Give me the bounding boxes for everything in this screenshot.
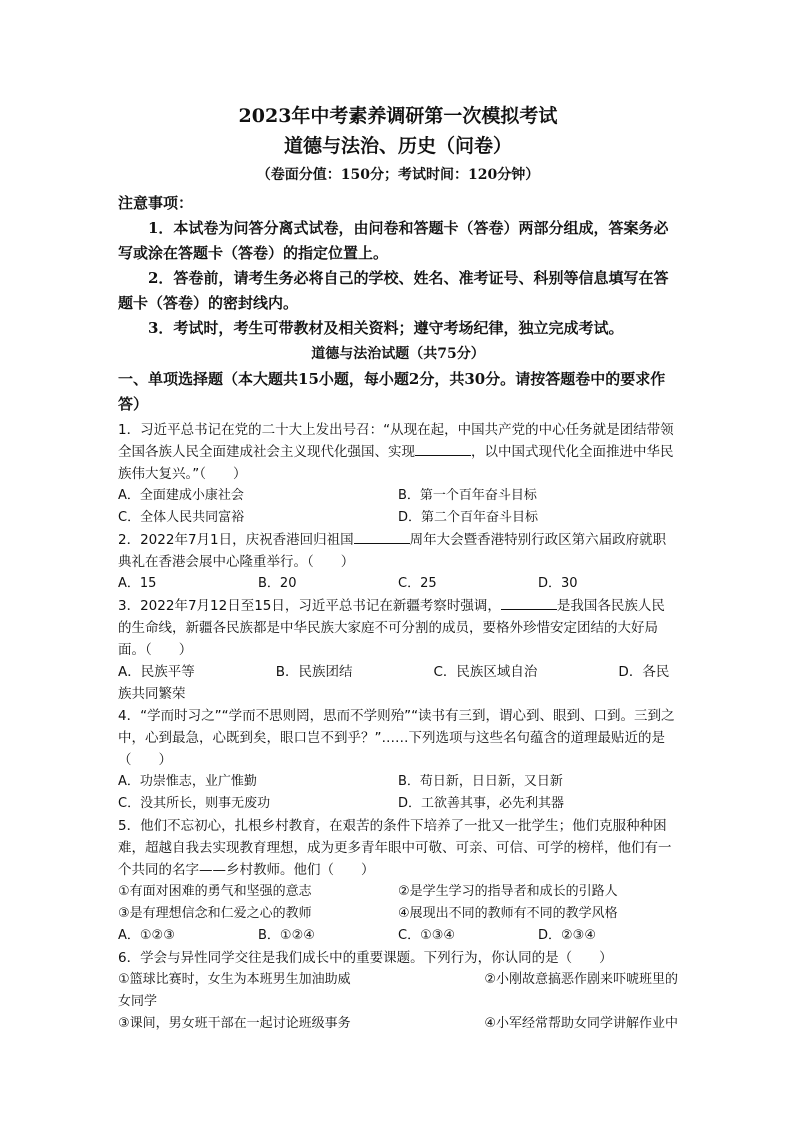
question-2-blank xyxy=(354,529,410,544)
question-1 xyxy=(118,419,678,485)
question-4-options-row-2 xyxy=(118,793,678,815)
option-b: B．第一个百年奋斗目标 xyxy=(398,488,537,503)
question-1-blank xyxy=(415,441,471,456)
note-2: 2．答卷前，请考生务必将自己的学校、姓名、准考证号、科别等信息填写在答题卡（答卷）的密封线内。 xyxy=(118,269,669,312)
statement-4: ④展现出不同的教师有不同的教学风格 xyxy=(398,906,618,921)
option-c: C．25 xyxy=(398,576,437,591)
option-d: D．30 xyxy=(538,576,578,591)
question-3-stem-b: 是我国各民族人民的生命线，新疆各民族都是中华民族大家庭不可分割的成员，要格外珍惜安定团结的大好局面。（ ） xyxy=(118,598,665,658)
question-5-options xyxy=(118,925,678,947)
question-3 xyxy=(118,595,678,661)
statement-3: ③是有理想信念和仁爱之心的教师 xyxy=(118,906,312,921)
part-heading: 一、单项选择题（本大题共15小题，每小题2分，共30分。请按答题卷中的要求作答） xyxy=(118,370,666,413)
exam-title: 2023年中考素养调研第一次模拟考试 xyxy=(238,105,558,127)
exam-page xyxy=(118,96,678,1035)
question-1-options-row-1 xyxy=(118,485,678,507)
question-1-stem-a: 1．习近平总书记在党的二十大上发出号召：“从现在起，中国共产党的中心任务就是团结带领全国各族人民全面建成社会主义现代化强国、实现 xyxy=(118,422,674,460)
option-c: C．全体人民共同富裕 xyxy=(118,510,245,525)
option-a: A．15 xyxy=(118,576,157,591)
question-3-blank xyxy=(501,595,557,610)
question-5-statements-row-2 xyxy=(118,903,678,925)
statement-3: ③课间，男女班干部在一起讨论班级事务 xyxy=(118,1016,351,1031)
option-b: B．20 xyxy=(258,576,297,591)
question-6-statements-row-1 xyxy=(118,969,678,991)
question-2-options xyxy=(118,573,678,595)
question-1-stem-b: ，以中国式现代化全面推进中华民族伟大复兴。”（ ） xyxy=(118,444,674,482)
exam-subtitle: 道德与法治、历史（问卷） xyxy=(283,135,512,157)
option-c: C．①③④ xyxy=(398,928,456,943)
option-d: D．第二个百年奋斗目标 xyxy=(398,510,539,525)
question-5-statements-row-1 xyxy=(118,881,678,903)
question-6: 6．学会与异性同学交往是我们成长中的重要课题。下列行为，你认同的是（ ） xyxy=(118,950,613,966)
statement-2: ②是学生学习的指导者和成长的引路人 xyxy=(398,884,618,899)
option-d: D．工欲善其事，必先利其器 xyxy=(398,796,565,811)
exam-meta: （卷面分值：150分；考试时间：120分钟） xyxy=(256,167,540,183)
option-c: C．没其所长，则事无废功 xyxy=(118,796,271,811)
question-3-options: A．民族平等 B．民族团结 C．民族区域自治 D．各民族共同繁荣 xyxy=(118,664,670,702)
statement-1: ①有面对困难的勇气和坚强的意志 xyxy=(118,884,312,899)
question-1-options-row-2 xyxy=(118,507,678,529)
option-a: A．①②③ xyxy=(118,928,175,943)
notes-heading: 注意事项： xyxy=(118,194,194,212)
question-6-statements-row-1b xyxy=(118,991,678,1013)
statement-2-cont: 女同学 xyxy=(118,994,158,1009)
question-2-stem-b: 周年大会暨香港特别行政区第六届政府就职典礼在香港会展中心隆重举行。（ ） xyxy=(118,532,667,570)
option-b: B．苟日新，日日新，又日新 xyxy=(398,774,563,789)
option-a: A．功崇惟志，业广惟勤 xyxy=(118,774,257,789)
section-title: 道德与法治试题（共75分） xyxy=(311,346,485,362)
question-4-options-row-1 xyxy=(118,771,678,793)
note-1: 1．本试卷为问答分离式试卷，由问卷和答题卡（答卷）两部分组成，答案务必写或涂在答题卡（答卷）的指定位置上。 xyxy=(118,219,669,262)
question-3-stem-a: 3．2022年7月12日至15日，习近平总书记在新疆考察时强调， xyxy=(118,598,501,614)
question-6-statements-row-2 xyxy=(118,1013,678,1035)
option-a: A．全面建成小康社会 xyxy=(118,488,244,503)
option-d: D．②③④ xyxy=(538,928,596,943)
statement-1: ①篮球比赛时，女生为本班男生加油助威 xyxy=(118,972,351,987)
option-b: B．①②④ xyxy=(258,928,315,943)
statement-4: ④小军经常帮助女同学讲解作业中 xyxy=(484,1016,678,1031)
question-4: 4．“学而时习之”“学而不思则罔，思而不学则殆”“读书有三到，谓心到、眼到、口到。三到之中，心到最急，心既到矣，眼口岂不到乎？”……下列选项与这些名句蕴含的道理最贴近的是（ ） xyxy=(118,708,675,768)
statement-2: ②小刚故意搞恶作剧来吓唬班里的 xyxy=(484,972,678,987)
question-5: 5．他们不忘初心，扎根乡村教育，在艰苦的条件下培养了一批又一批学生；他们克服种种困难，超越自我去实现教育理想，成为更多青年眼中可敬、可亲、可信、可学的榜样，他们有一个共同的名字——乡村教师。他们（ ） xyxy=(118,818,672,878)
question-2-stem-a: 2．2022年7月1日，庆祝香港回归祖国 xyxy=(118,532,354,548)
note-3: 3．考试时，考生可带教材及相关资料；遵守考场纪律，独立完成考试。 xyxy=(148,319,624,337)
question-2 xyxy=(118,529,678,573)
